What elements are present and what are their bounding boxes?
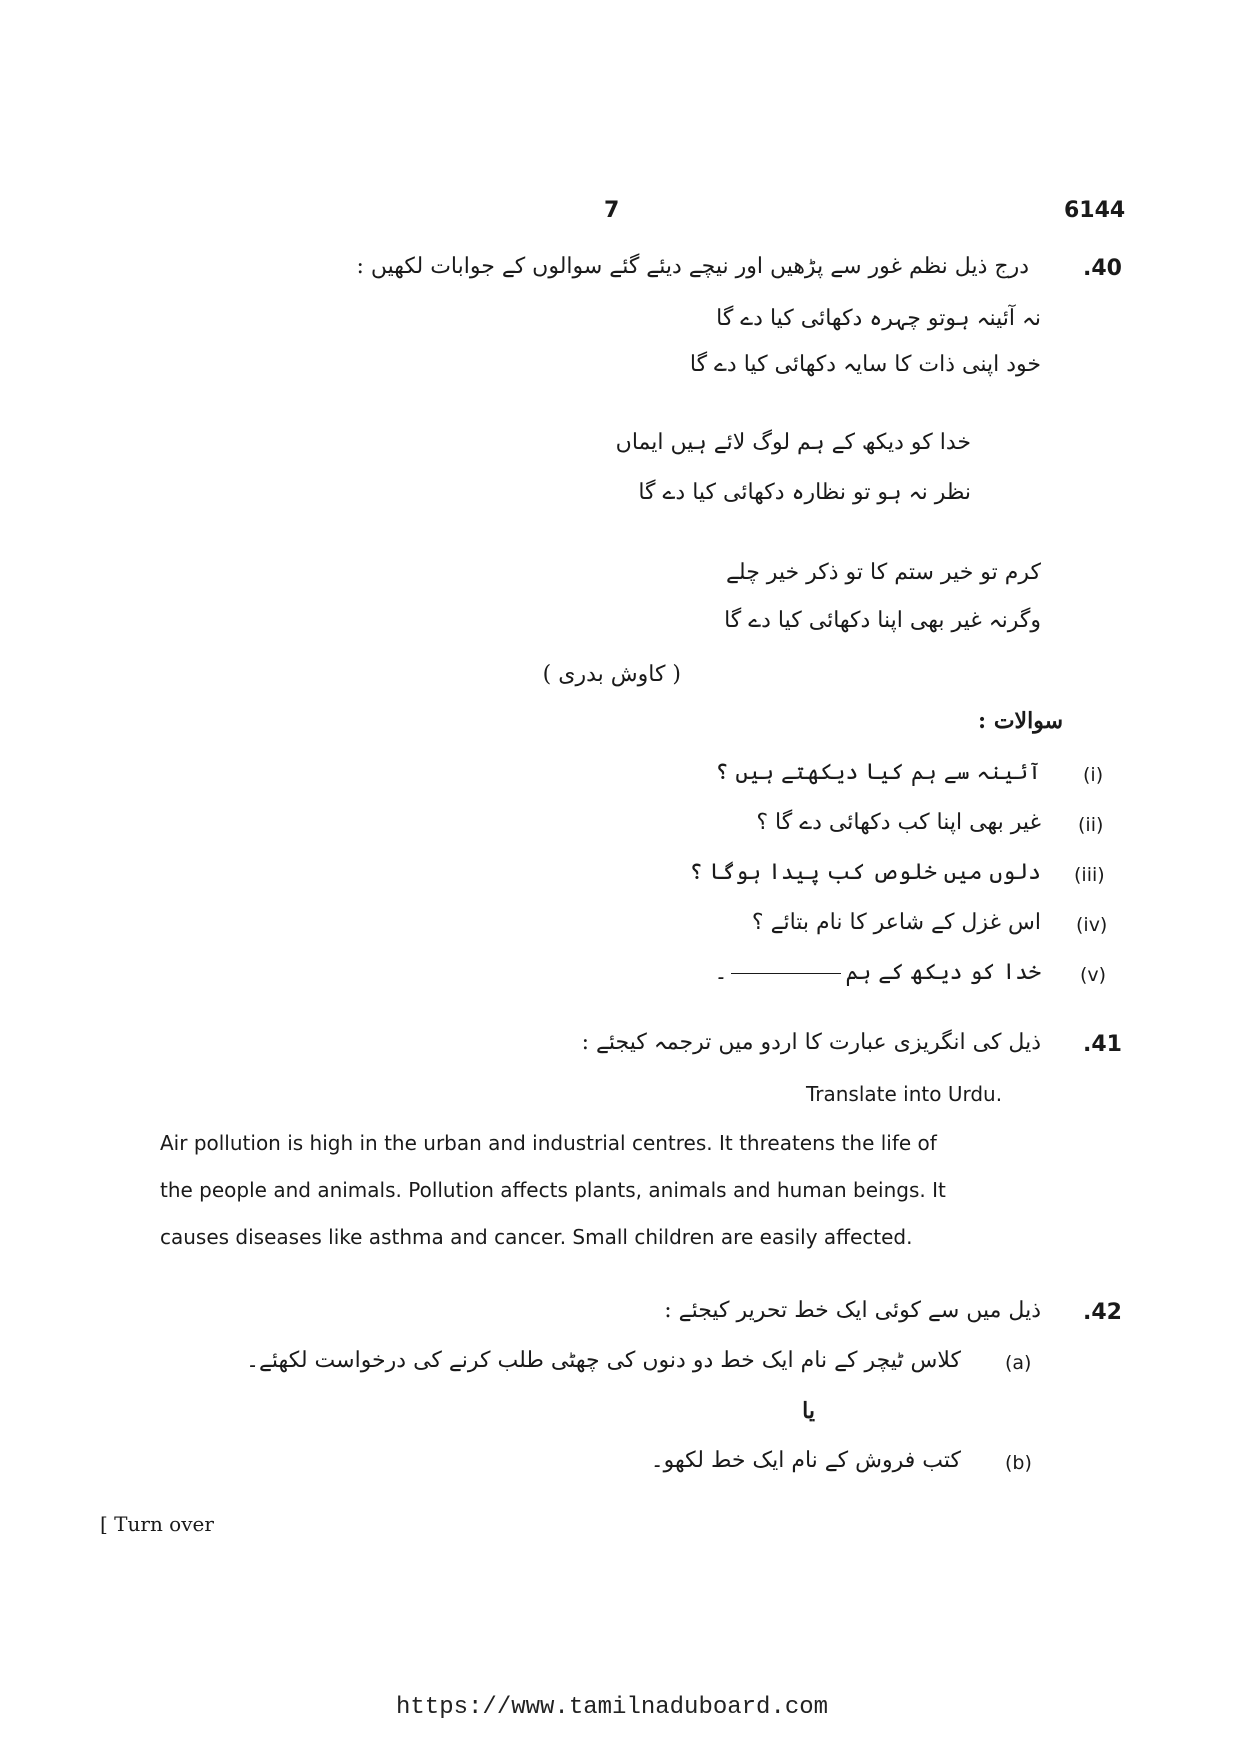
poet-name: ( کاوش بدری ) (542, 662, 681, 687)
or-separator: یا (802, 1398, 815, 1424)
footer-url[interactable]: https://www.tamilnaduboard.com (396, 1694, 829, 1721)
fill-blank-end: ۔ (714, 960, 728, 985)
q40-number: .40 (1083, 256, 1122, 281)
poem-line: وگرنہ غیر بھی اپنا دکھائی کیا دے گا (724, 608, 1041, 633)
question-label: (iv) (1076, 914, 1108, 936)
option-b-label: (b) (1005, 1452, 1032, 1474)
passage-line: causes diseases like asthma and cancer. Small children are easily affected. (160, 1225, 913, 1249)
question-label: (v) (1080, 964, 1107, 986)
translation-passage (160, 1120, 1090, 1261)
poem-line: نہ آئینہ ہوتو چہرہ دکھائی کیا دے گا (716, 306, 1041, 331)
question-text: غیر بھی اپنا کب دکھائی دے گا ؟ (756, 810, 1041, 835)
question-label: (iii) (1074, 864, 1105, 886)
option-a-label: (a) (1005, 1352, 1032, 1374)
poem-line: خدا کو دیکھ کے ہم لوگ لائے ہیں ایماں (615, 430, 971, 455)
question-text: آئینہ سے ہم کیا دیکھتے ہیں ؟ (715, 760, 1041, 785)
option-b-text: کتب فروش کے نام ایک خط لکھو۔ (650, 1448, 961, 1473)
q42-number: .42 (1083, 1300, 1122, 1325)
poem-line: کرم تو خیر ستم کا تو ذکر خیر چلے (726, 560, 1041, 585)
answer-blank-line (731, 973, 841, 974)
passage-line: the people and animals. Pollution affects plants, animals and human beings. It (160, 1178, 946, 1202)
q40-instruction: درج ذیل نظم غور سے پڑھیں اور نیچے دیئے گئے سوالوں کے جوابات لکھیں : (356, 254, 1029, 279)
q41-number: .41 (1083, 1032, 1122, 1057)
question-label: (ii) (1078, 814, 1104, 836)
page-number: 7 (604, 198, 620, 223)
paper-code: 6144 (1064, 198, 1126, 223)
question-label: (i) (1083, 764, 1104, 786)
q41-subtitle: Translate into Urdu. (806, 1082, 1003, 1106)
question-text: دلوں میں خلوص کب پیدا ہوگا ؟ (689, 860, 1041, 885)
option-a-text: کلاس ٹیچر کے نام ایک خط دو دنوں کی چھٹی طلب کرنے کی درخواست لکھئے۔ (246, 1348, 961, 1373)
q41-instruction: ذیل کی انگریزی عبارت کا اردو میں ترجمہ کیجئے : (581, 1030, 1041, 1055)
fill-blank-prompt: خدا کو دیکھ کے ہم (845, 960, 1041, 985)
question-text-fill-blank (715, 960, 1041, 985)
passage-line: Air pollution is high in the urban and industrial centres. It threatens the life of (160, 1131, 937, 1155)
turn-over-note: [ Turn over (100, 1512, 214, 1536)
poem-line: خود اپنی ذات کا سایہ دکھائی کیا دے گا (689, 352, 1041, 377)
q42-instruction: ذیل میں سے کوئی ایک خط تحریر کیجئے : (664, 1298, 1041, 1323)
questions-heading: سوالات : (978, 708, 1063, 734)
question-text: اس غزل کے شاعر کا نام بتائے ؟ (751, 910, 1041, 935)
poem-line: نظر نہ ہو تو نظارہ دکھائی کیا دے گا (638, 480, 971, 505)
